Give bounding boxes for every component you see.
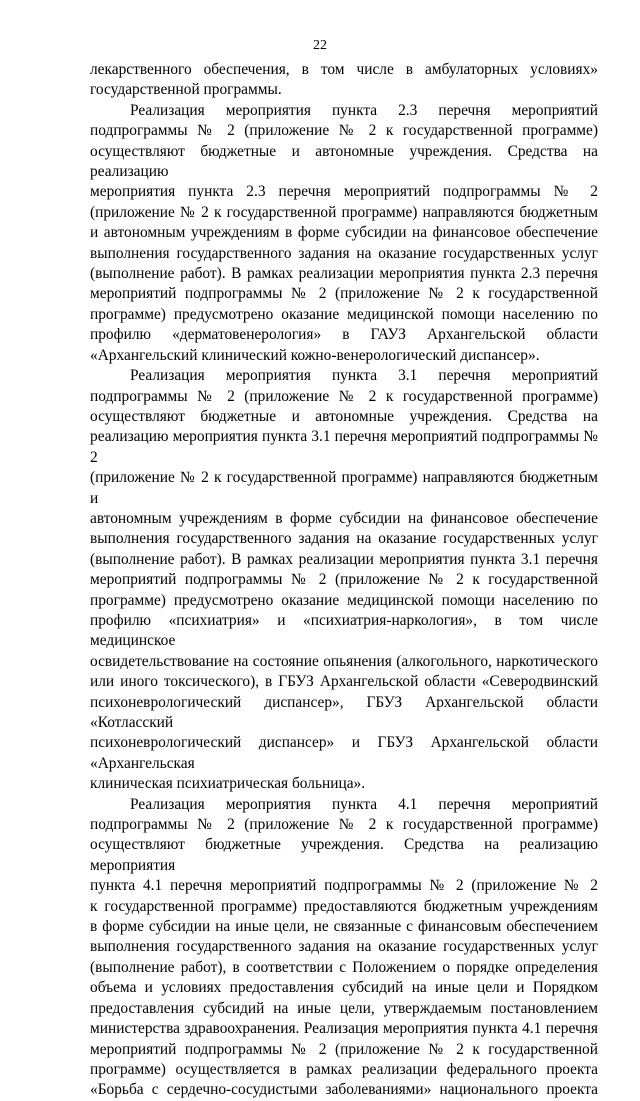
- text-line: программе) осуществляется в рамках реализации федерального проекта: [90, 1060, 598, 1078]
- text-line: предоставления субсидий на иные цели, утверждаемым постановлением: [90, 999, 598, 1017]
- text-line: программе) предусмотрено оказание медицинской помощи населению по: [90, 591, 598, 609]
- text-line: в форме субсидии на иные цели, не связанные с финансовым обеспечением: [90, 918, 598, 936]
- text-line: Реализация мероприятия пункта 2.3 перечня мероприятий: [130, 101, 598, 119]
- text-line: или иного токсического), в ГБУЗ Архангельской области «Северодвинский: [90, 673, 598, 691]
- text-line: освидетельствование на состояние опьянения (алкогольного, наркотического: [90, 652, 598, 670]
- text-line: и автономным учреждениям в форме субсидии на финансовое обеспечение: [90, 224, 598, 242]
- text-line: «Борьба с сердечно-сосудистыми заболеваниями» национального проекта: [90, 1081, 598, 1099]
- text-line: подпрограммы № 2 (приложение № 2 к государственной программе): [90, 816, 598, 834]
- text-line: министерства здравоохранения. Реализация мероприятия пункта 4.1 перечня: [90, 1020, 598, 1038]
- text-line: осуществляют бюджетные и автономные учреждения. Средства на реализацию: [90, 142, 598, 181]
- text-line: мероприятия пункта 2.3 перечня мероприятий подпрограммы № 2: [90, 183, 598, 201]
- text-line: профилю «дерматовенерология» в ГАУЗ Архангельской области: [90, 326, 598, 344]
- text-line: мероприятий подпрограммы № 2 (приложение № 2 к государственной: [90, 285, 598, 303]
- text-line: (выполнение работ), в соответствии с Положением о порядке определения: [90, 958, 598, 976]
- text-line: программе) предусмотрено оказание медицинской помощи населению по: [90, 305, 598, 323]
- text-line: психоневрологический диспансер» и ГБУЗ Архангельской области «Архангельская: [90, 734, 598, 772]
- text-line: государственной программы.: [90, 81, 282, 99]
- text-line: профилю «психиатрия» и «психиатрия-наркология», в том числе медицинское: [90, 611, 598, 650]
- text-line: реализацию мероприятия пункта 3.1 перечня мероприятий подпрограммы № 2: [90, 428, 598, 466]
- page-number: 22: [313, 38, 327, 53]
- text-line: клиническая психиатрическая больница».: [90, 775, 366, 793]
- paragraph: [90, 60, 598, 101]
- text-line: подпрограммы № 2 (приложение № 2 к государственной программе): [90, 387, 598, 405]
- paragraph: [90, 101, 598, 366]
- text-line: «Архангельский клинический кожно-венерологический диспансер».: [90, 346, 540, 364]
- paragraph: [90, 366, 598, 795]
- text-line: мероприятий подпрограммы № 2 (приложение № 2 к государственной: [90, 571, 598, 589]
- text-line: Реализация мероприятия пункта 3.1 перечня мероприятий: [130, 367, 598, 385]
- text-line: (выполнение работ). В рамках реализации мероприятия пункта 2.3 перечня: [90, 265, 598, 283]
- text-line: объема и условиях предоставления субсидий на иные цели и Порядком: [90, 979, 598, 997]
- paragraph: [90, 795, 598, 1101]
- text-line: Реализация мероприятия пункта 4.1 перечня мероприятий: [130, 795, 598, 813]
- text-line: выполнения государственного задания на оказание государственных услуг: [90, 244, 598, 262]
- document-body: [90, 60, 598, 1101]
- text-line: выполнения государственного задания на оказание государственных услуг: [90, 530, 598, 548]
- text-line: к государственной программе) предоставляются бюджетным учреждениям: [90, 897, 598, 915]
- text-line: (приложение № 2 к государственной программе) направляются бюджетным: [90, 203, 598, 221]
- text-line: мероприятий подпрограммы № 2 (приложение № 2 к государственной: [90, 1040, 598, 1058]
- text-line: психоневрологический диспансер», ГБУЗ Архангельской области «Котласский: [90, 693, 598, 731]
- text-line: выполнения государственного задания на оказание государственных услуг: [90, 938, 598, 956]
- text-line: подпрограммы № 2 (приложение № 2 к государственной программе): [90, 122, 598, 140]
- text-line: автономным учреждениям в форме субсидии на финансовое обеспечение: [90, 509, 598, 527]
- text-line: (приложение № 2 к государственной программе) направляются бюджетным и: [90, 469, 598, 507]
- text-line: лекарственного обеспечения, в том числе в амбулаторных условиях»: [90, 61, 598, 78]
- text-line: пункта 4.1 перечня мероприятий подпрограммы № 2 (приложение № 2: [90, 877, 598, 895]
- text-line: (выполнение работ). В рамках реализации мероприятия пункта 3.1 перечня: [90, 550, 598, 568]
- text-line: осуществляют бюджетные и автономные учреждения. Средства на: [90, 407, 598, 425]
- text-line: осуществляют бюджетные учреждения. Средства на реализацию мероприятия: [90, 836, 598, 874]
